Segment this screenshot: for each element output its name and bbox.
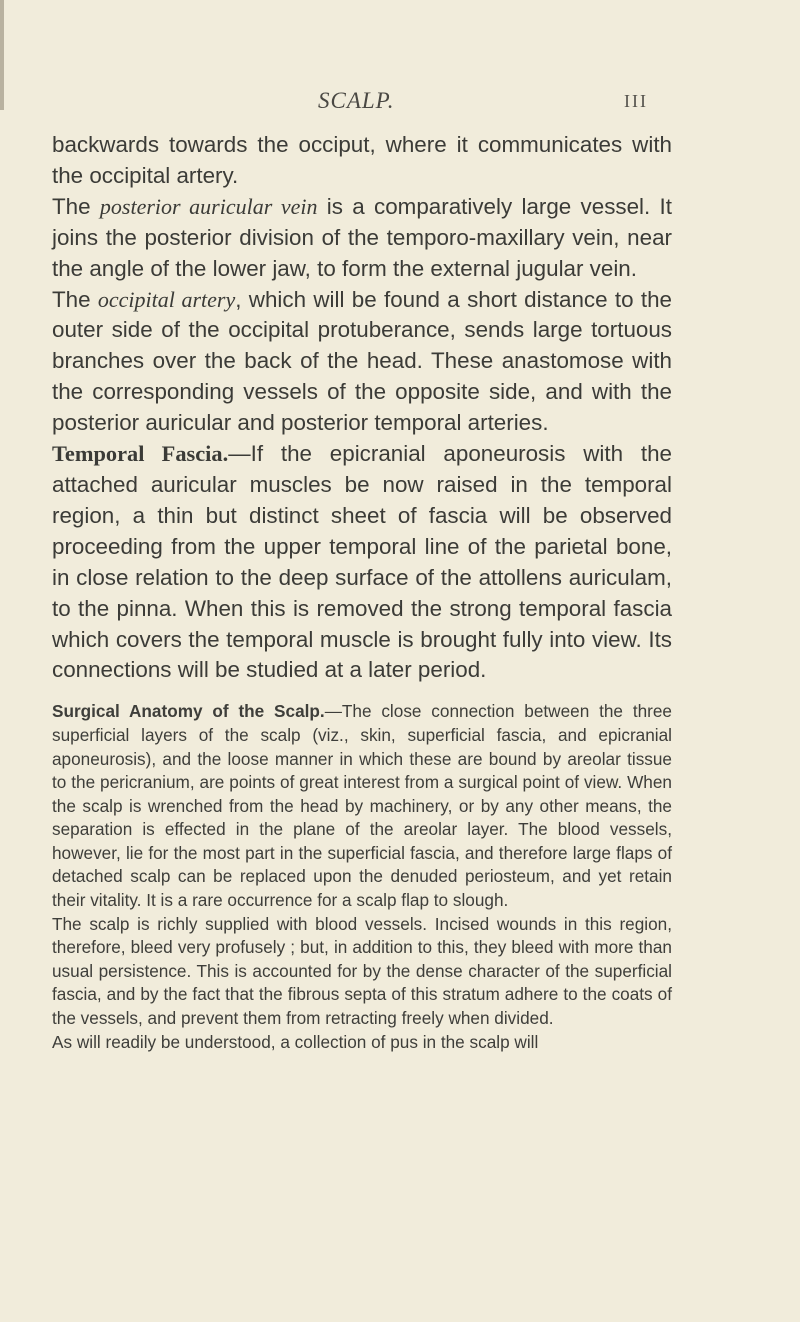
main-text	[52, 130, 672, 686]
small-paragraph-1-text: —The close connection between the three superficial layers of the scalp (viz., skin, superficial fascia, and epicranial aponeurosis), and the loose manner in which these are bound by areolar tissue to the pericranium, are points of great interest from a surgical point of view. When the scalp is wrenched from the head by machinery, or by any other means, the separation is effected in the plane of the areolar layer. The blood vessels, however, lie for the most part in the superficial fascia, and therefore large flaps of detached scalp can be replaced upon the denuded periosteum, and yet retain their vitality. It is a rare occurrence for a scalp flap to slough.	[52, 701, 672, 911]
page-number: III	[624, 91, 648, 111]
small-paragraph-2-text: The scalp is richly supplied with blood vessels. Incised wounds in this region, therefore, bleed very profusely ; but, in addition to this, they bleed with more than usual persistence. This is accounted for by the dense character of the superficial fascia, and by the fact that the fibrous septa of this stratum adhere to the coats of the vessels, and prevent them from retracting freely when divided.	[52, 913, 672, 1029]
heading-temporal-fascia: Temporal Fascia.	[52, 441, 229, 467]
paragraph-1-text: backwards towards the occiput, where it communicates with the occipital artery.	[52, 132, 672, 188]
page-body	[52, 130, 672, 1054]
small-paragraph-3	[52, 1031, 672, 1055]
small-paragraph-3-text: As will readily be understood, a collection of pus in the scalp will	[52, 1031, 539, 1052]
term-posterior-auricular-vein: posterior auricular vein	[99, 193, 318, 219]
paragraph-2-lead: The	[52, 193, 100, 219]
paragraph-3	[52, 285, 672, 440]
paragraph-2	[52, 192, 672, 285]
paragraph-1	[52, 130, 672, 192]
term-occipital-artery: occipital artery	[97, 286, 236, 312]
paragraph-4	[52, 439, 672, 686]
small-print-section	[52, 700, 672, 1054]
small-paragraph-1	[52, 700, 672, 912]
heading-surgical-anatomy: Surgical Anatomy of the Scalp.	[52, 701, 325, 722]
paragraph-4-text: —If the epicranial aponeurosis with the attached auricular muscles be now raised in the temporal region, a thin but distinct sheet of fascia will be observed proceeding from the upper temporal line of the parietal bone, in close relation to the deep surface of the attollens auriculam, to the pinna. When this is removed the strong temporal fascia which covers the temporal muscle is brought fully into view. Its connections will be studied at a later period.	[52, 441, 672, 683]
paragraph-2-text: is a comparatively large vessel. It joins the posterior division of the temporo-maxillary vein, near the angle of the lower jaw, to form the external jugular vein.	[52, 193, 672, 281]
page-header	[0, 88, 800, 114]
paragraph-3-lead: The	[52, 286, 98, 312]
paragraph-3-text: , which will be found a short distance to the outer side of the occipital protuberance, sends large tortuous branches over the back of the head. These anastomose with the corresponding vessels of the opposite side, and with the posterior auricular and posterior temporal arteries.	[52, 286, 672, 436]
small-paragraph-2	[52, 913, 672, 1031]
running-title: SCALP.	[318, 88, 395, 113]
